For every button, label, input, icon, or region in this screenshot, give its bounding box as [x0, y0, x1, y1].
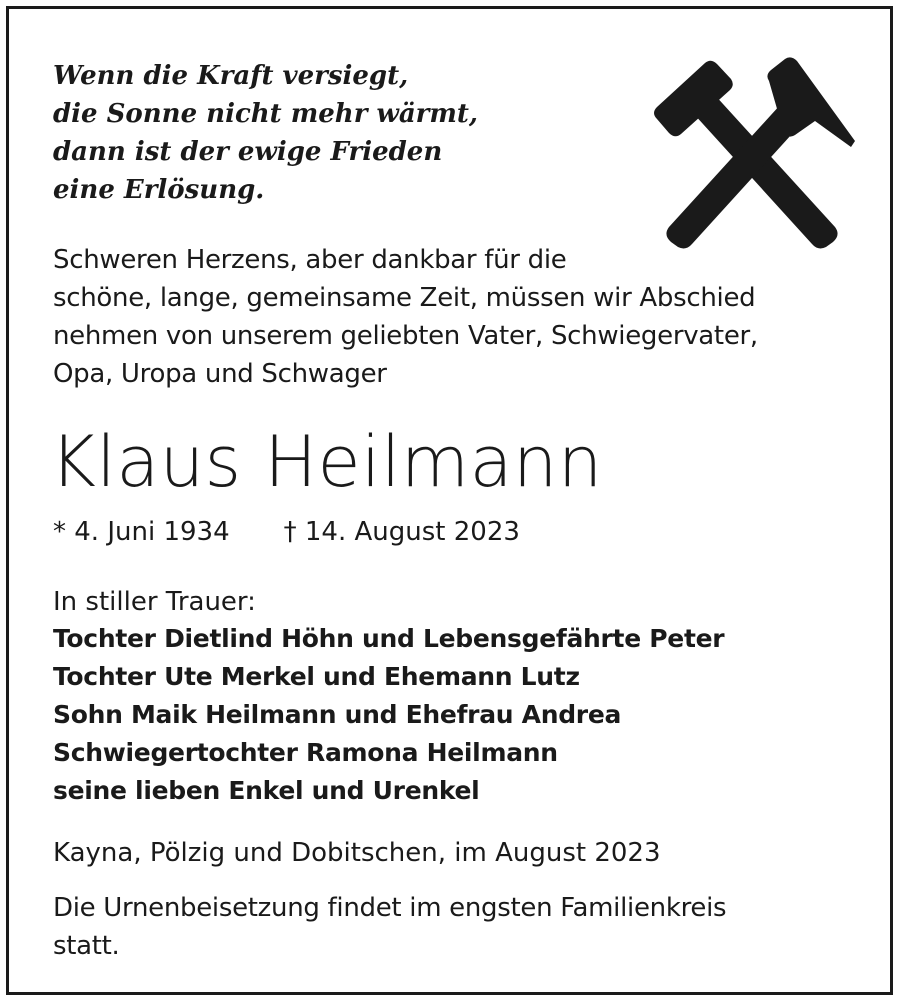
mourners-list [53, 620, 724, 810]
intro-line: nehmen von unserem geliebten Vater, Schwiegervater, [53, 321, 758, 351]
mourner-entry: Tochter Ute Merkel und Ehemann Lutz [53, 662, 580, 691]
mourner-entry: Sohn Maik Heilmann und Ehefrau Andrea [53, 700, 622, 729]
mourning-label: In stiller Trauer: [53, 587, 256, 617]
mourner-entry: seine lieben Enkel und Urenkel [53, 776, 480, 805]
life-dates [53, 512, 520, 552]
birth-date: * 4. Juni 1934 [53, 517, 230, 547]
deceased-name: Klaus Heilmann [50, 421, 603, 503]
death-date: † 14. August 2023 [283, 517, 520, 547]
mourner-entry: Tochter Dietlind Höhn und Lebensgefährte Peter [53, 624, 725, 653]
intro-line: schöne, lange, gemeinsame Zeit, müssen wir Abschied [53, 283, 756, 313]
funeral-note-line: statt. [53, 931, 120, 961]
intro-text [53, 241, 758, 393]
funeral-note-line: Die Urnenbeisetzung findet im engsten Familienkreis [53, 893, 727, 923]
poem-line: Wenn die Kraft versiegt, [53, 61, 409, 91]
intro-line: Schweren Herzens, aber dankbar für die [53, 245, 567, 275]
place-and-date: Kayna, Pölzig und Dobitschen, im August 2023 [53, 838, 661, 868]
obituary-frame [6, 6, 893, 995]
poem-line: dann ist der ewige Frieden [53, 137, 443, 167]
mourner-entry: Schwiegertochter Ramona Heilmann [53, 738, 558, 767]
poem-line: eine Erlösung. [53, 175, 265, 205]
poem [53, 57, 478, 209]
poem-line: die Sonne nicht mehr wärmt, [53, 99, 478, 129]
funeral-note [53, 889, 726, 965]
intro-line: Opa, Uropa und Schwager [53, 359, 387, 389]
hammer-and-pick-icon [645, 49, 857, 249]
